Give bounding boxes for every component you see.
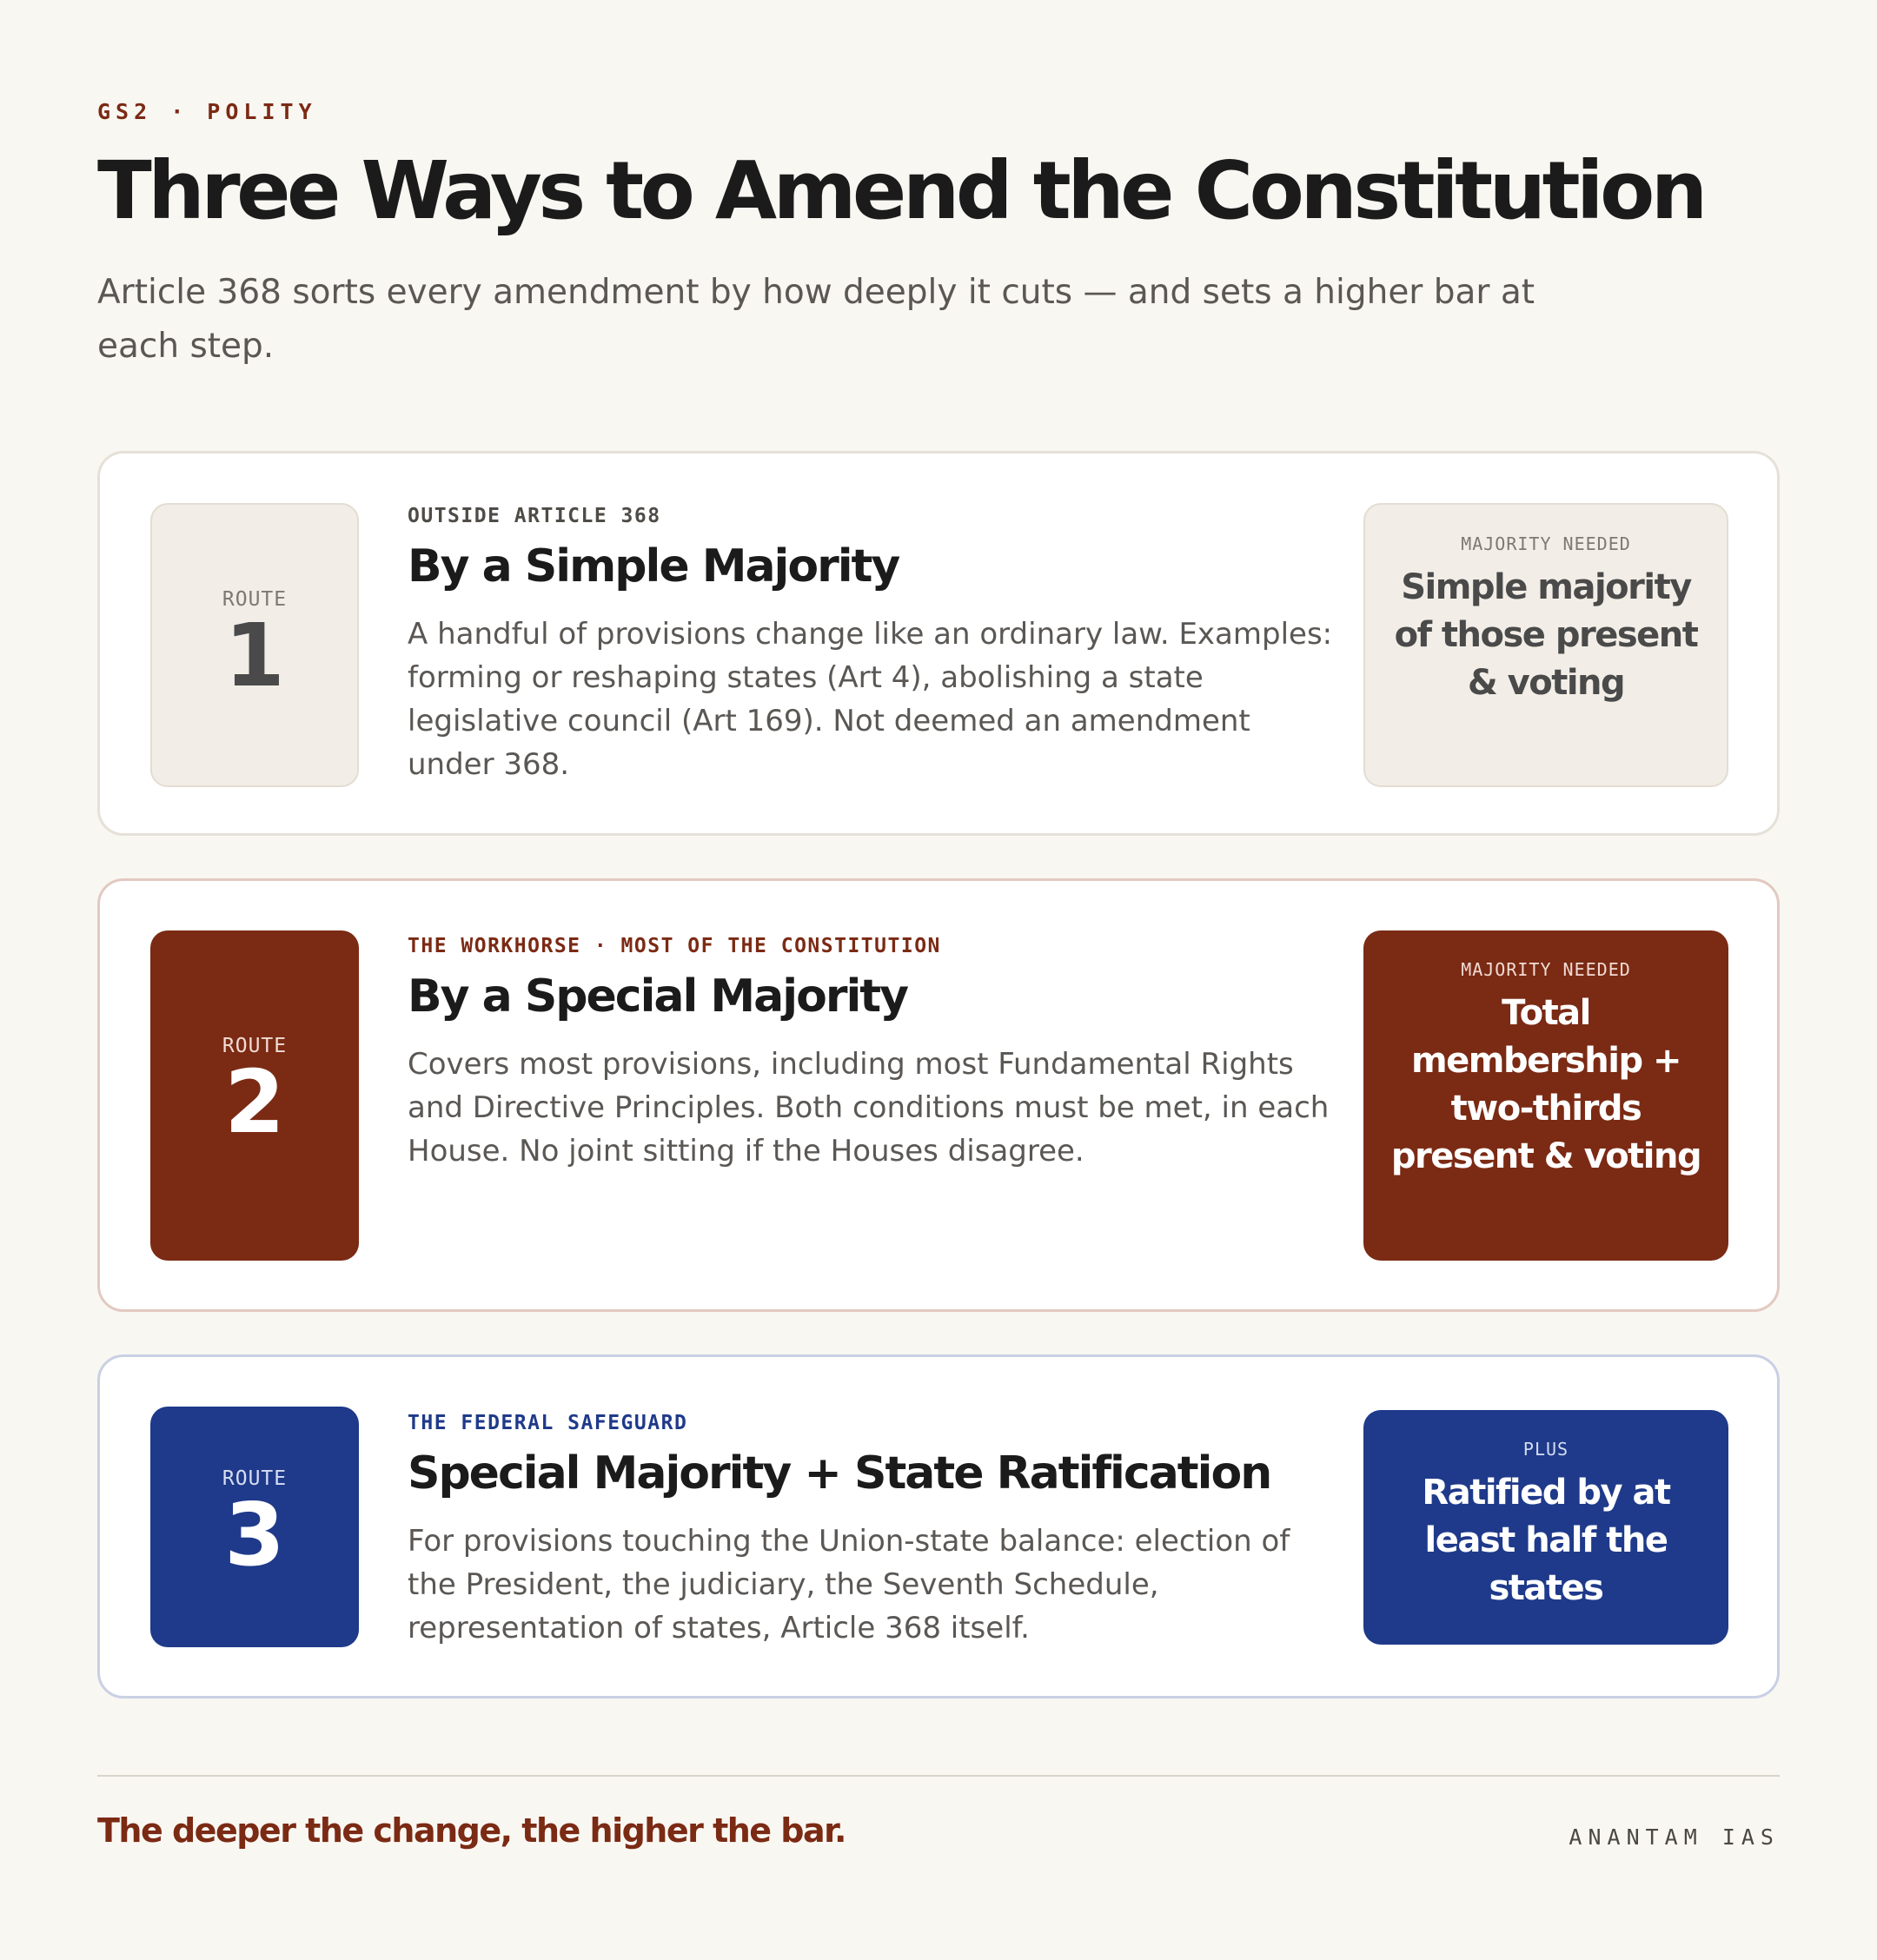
- route-card-2: [97, 878, 1780, 1312]
- page-title: Three Ways to Amend the Constitution: [97, 144, 1704, 237]
- route-number: 3: [224, 1484, 285, 1586]
- route-heading: By a Special Majority: [408, 970, 908, 1023]
- route-eyebrow: THE WORKHORSE · MOST OF THE CONSTITUTION: [408, 935, 941, 957]
- requirement-value: Total membership + two-thirds present & voting: [1390, 993, 1701, 1176]
- route-card-1: [97, 451, 1780, 836]
- requirement-value: Simple majority of those present & voting: [1394, 567, 1698, 703]
- route-body: [408, 503, 1346, 786]
- route-label: ROUTE: [222, 588, 288, 611]
- route-badge: [150, 1407, 359, 1647]
- route-eyebrow: OUTSIDE ARTICLE 368: [408, 505, 661, 527]
- page-subtitle: Article 368 sorts every amendment by how deeply it cuts — and sets a higher bar at each step.: [97, 273, 1535, 366]
- requirement-box: [1363, 1410, 1728, 1645]
- requirement-value: Ratified by at least half the states: [1422, 1473, 1670, 1608]
- route-heading: By a Simple Majority: [408, 540, 899, 593]
- brand-name: ANANTAM IAS: [1569, 1824, 1780, 1850]
- requirement-box: [1363, 503, 1728, 787]
- route-number: 2: [224, 1051, 285, 1153]
- requirement-label: MAJORITY NEEDED: [1461, 959, 1631, 980]
- requirement-label: MAJORITY NEEDED: [1461, 533, 1631, 554]
- route-label: ROUTE: [222, 1467, 288, 1490]
- route-body: [408, 933, 1346, 1173]
- route-description: Covers most provisions, including most Fundamental Rights and Directive Principles. Both conditions must be met, in each House. No joint sitting if the Houses disagree.: [408, 1047, 1330, 1169]
- footer-divider: [97, 1775, 1780, 1777]
- route-badge: [150, 930, 359, 1261]
- route-label: ROUTE: [222, 1035, 288, 1057]
- route-body: [408, 1410, 1346, 1650]
- route-heading: Special Majority + State Ratification: [408, 1447, 1271, 1500]
- route-number: 1: [224, 605, 285, 706]
- route-description: For provisions touching the Union-state balance: election of the President, the judiciary, the Seventh Schedule, representation of states, Article 368 itself.: [408, 1524, 1290, 1645]
- route-badge: [150, 503, 359, 787]
- route-card-3: [97, 1354, 1780, 1698]
- footer-tagline: The deeper the change, the higher the bar.: [97, 1811, 846, 1850]
- section-kicker: GS2 · POLITY: [97, 99, 317, 124]
- requirement-box: [1363, 930, 1728, 1261]
- route-description: A handful of provisions change like an ordinary law. Examples: forming or reshaping states (Art 4), abolishing a state legislative council (Art 169). Not deemed an amendment under 368.: [408, 617, 1333, 782]
- route-eyebrow: THE FEDERAL SAFEGUARD: [408, 1412, 688, 1434]
- requirement-label: PLUS: [1522, 1439, 1569, 1460]
